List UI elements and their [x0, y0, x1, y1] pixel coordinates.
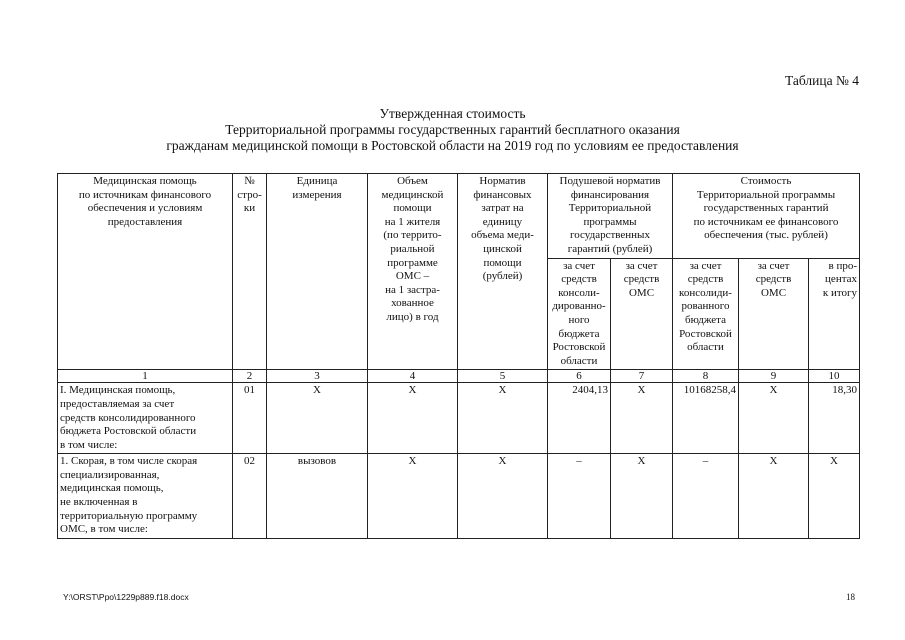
- cell-line: ОМС: [760, 286, 787, 299]
- column-number: 1: [58, 370, 233, 383]
- cell-line: территориальную программу: [60, 509, 198, 522]
- row-number: 01: [233, 383, 267, 454]
- cell-line: дированно-: [552, 300, 606, 313]
- cell-line: (по террито-: [383, 229, 442, 242]
- file-path: Y:\ORST\Ppo\1229p889.f18.docx: [63, 592, 189, 602]
- cell-line: медицинской: [381, 188, 444, 201]
- title-line-3: гражданам медицинской помощи в Ростовской области на 2019 год по условиям ее предоставления: [166, 138, 739, 153]
- row-unit: X: [267, 383, 368, 454]
- cell-line: Ростовской: [679, 327, 732, 340]
- cell-line: Стоимость: [740, 175, 792, 187]
- cell-line: по источникам ее финансового: [693, 215, 839, 228]
- cell-line: финансовых: [473, 188, 532, 201]
- cell-line: государственных: [570, 229, 650, 242]
- cell-line: по источникам финансового: [78, 188, 212, 201]
- title-line-1: Утвержденная стоимость: [379, 106, 526, 121]
- cell-line: хованное: [391, 297, 434, 310]
- header-cost-percent: [809, 258, 860, 370]
- column-number: 6: [548, 370, 611, 383]
- cell-line: Норматив: [479, 175, 526, 187]
- row-description: [58, 383, 233, 454]
- header-row-number: [233, 174, 267, 370]
- cell-line: предоставления: [107, 215, 183, 228]
- cost-table: [57, 173, 860, 539]
- cell-line: специализированная,: [60, 468, 160, 481]
- header-volume: [368, 174, 458, 370]
- cell-line: не включенная в: [60, 496, 138, 509]
- row-cost-consolidated: –: [673, 454, 739, 539]
- cell-line: Подушевой норматив: [559, 175, 661, 187]
- cell-line: риальной: [390, 242, 435, 255]
- header-per-capita-oms: [611, 258, 673, 370]
- cell-line: средств: [687, 273, 724, 286]
- cell-line: бюджета: [684, 313, 726, 326]
- row-per-capita-oms: X: [611, 383, 673, 454]
- table-row: [58, 454, 860, 539]
- cell-line: обеспечения (тыс. рублей): [704, 229, 828, 242]
- cell-line: программе: [387, 256, 438, 269]
- row-cost-consolidated: 10168258,4: [673, 383, 739, 454]
- cell-line: Территориальной: [568, 202, 652, 215]
- cell-line: средств: [755, 273, 792, 286]
- row-per-capita-consolidated: –: [548, 454, 611, 539]
- document-title: [0, 106, 905, 154]
- row-cost-norm: X: [458, 383, 548, 454]
- cell-line: гарантий (рублей): [567, 242, 653, 255]
- cell-line: ОМС, в том числе:: [60, 523, 148, 536]
- header-cost-group: [673, 174, 860, 259]
- row-cost-percent: 18,30: [809, 383, 860, 454]
- column-number: 5: [458, 370, 548, 383]
- cell-line: предоставляемая за счет: [60, 397, 175, 410]
- cell-line: Единица: [296, 175, 338, 187]
- cell-line: ного: [568, 313, 590, 326]
- column-number: 4: [368, 370, 458, 383]
- column-number-row: [58, 370, 860, 383]
- cell-line: консоли-: [558, 286, 600, 299]
- cell-line: Территориальной программы: [696, 188, 836, 201]
- cell-line: области: [687, 341, 724, 354]
- cell-line: за счет: [563, 259, 595, 272]
- cell-line: бюджета: [558, 327, 600, 340]
- cell-line: 1. Скорая, в том числе скорая: [60, 455, 198, 468]
- row-unit: вызовов: [267, 454, 368, 539]
- row-per-capita-oms: X: [611, 454, 673, 539]
- title-line-2: Территориальной программы государственных гарантий бесплатного оказания: [225, 122, 680, 137]
- cell-line: в том числе:: [60, 438, 118, 451]
- row-description: [58, 454, 233, 539]
- cell-line: помощи: [483, 256, 522, 269]
- cell-line: Объем: [397, 175, 428, 187]
- cell-line: единицу: [482, 215, 523, 228]
- cell-line: государственных гарантий: [703, 202, 829, 215]
- cell-line: I. Медицинская помощь,: [60, 384, 176, 397]
- row-volume: X: [368, 383, 458, 454]
- column-number: 8: [673, 370, 739, 383]
- cell-line: в про-: [828, 259, 858, 272]
- cell-line: обеспечения и условиям: [87, 202, 203, 215]
- cell-line: объема меди-: [471, 229, 534, 242]
- row-cost-oms: X: [739, 454, 809, 539]
- row-cost-percent: X: [809, 454, 860, 539]
- cell-line: за счет: [625, 259, 658, 272]
- column-number: 10: [809, 370, 860, 383]
- row-number: 02: [233, 454, 267, 539]
- header-cost-norm: [458, 174, 548, 370]
- cell-line: за счет: [689, 259, 722, 272]
- cell-line: за счет: [757, 259, 790, 272]
- row-cost-oms: X: [739, 383, 809, 454]
- header-row-1: [58, 174, 860, 259]
- cell-line: цинской: [483, 242, 522, 255]
- cell-line: рованного: [681, 300, 730, 313]
- row-volume: X: [368, 454, 458, 539]
- cell-line: помощи: [393, 202, 432, 215]
- cell-line: на 1 застра-: [385, 283, 440, 296]
- cell-line: (рублей): [482, 270, 523, 283]
- header-per-capita-group: [548, 174, 673, 259]
- column-number: 2: [233, 370, 267, 383]
- cell-line: ОМС: [628, 286, 655, 299]
- cell-line: Ростовской: [552, 341, 606, 354]
- cell-line: программы: [583, 215, 637, 228]
- cell-line: средств: [561, 273, 597, 286]
- cell-line: на 1 жителя: [384, 215, 441, 228]
- cell-line: ОМС –: [395, 270, 430, 283]
- table-row: [58, 383, 860, 454]
- cell-line: стро-: [237, 188, 262, 201]
- cell-line: к итогу: [822, 286, 858, 299]
- cell-line: области: [560, 354, 598, 367]
- header-unit: [267, 174, 368, 370]
- cell-line: лицо) в год: [386, 310, 439, 323]
- header-cost-consolidated: [673, 258, 739, 370]
- page-number: 18: [846, 592, 855, 602]
- table-number-label: Таблица № 4: [785, 73, 859, 88]
- cell-line: средств консолидированного: [60, 411, 196, 424]
- cell-line: бюджета Ростовской области: [60, 425, 197, 438]
- row-cost-norm: X: [458, 454, 548, 539]
- column-number: 9: [739, 370, 809, 383]
- header-medical-care: [58, 174, 233, 370]
- cell-line: средств: [623, 273, 660, 286]
- column-number: 3: [267, 370, 368, 383]
- cell-line: консолиди-: [679, 286, 732, 299]
- cell-line: ки: [243, 202, 256, 215]
- cell-line: затрат на: [481, 202, 524, 215]
- cell-line: медицинская помощь,: [60, 482, 164, 495]
- cell-line: №: [244, 175, 255, 187]
- header-cost-oms: [739, 258, 809, 370]
- column-number: 7: [611, 370, 673, 383]
- header-per-capita-consolidated: [548, 258, 611, 370]
- cell-line: финансирования: [570, 188, 650, 201]
- cell-line: центах: [825, 273, 858, 286]
- row-per-capita-consolidated: 2404,13: [548, 383, 611, 454]
- cell-line: измерения: [292, 188, 342, 201]
- cell-line: Медицинская помощь: [93, 175, 197, 187]
